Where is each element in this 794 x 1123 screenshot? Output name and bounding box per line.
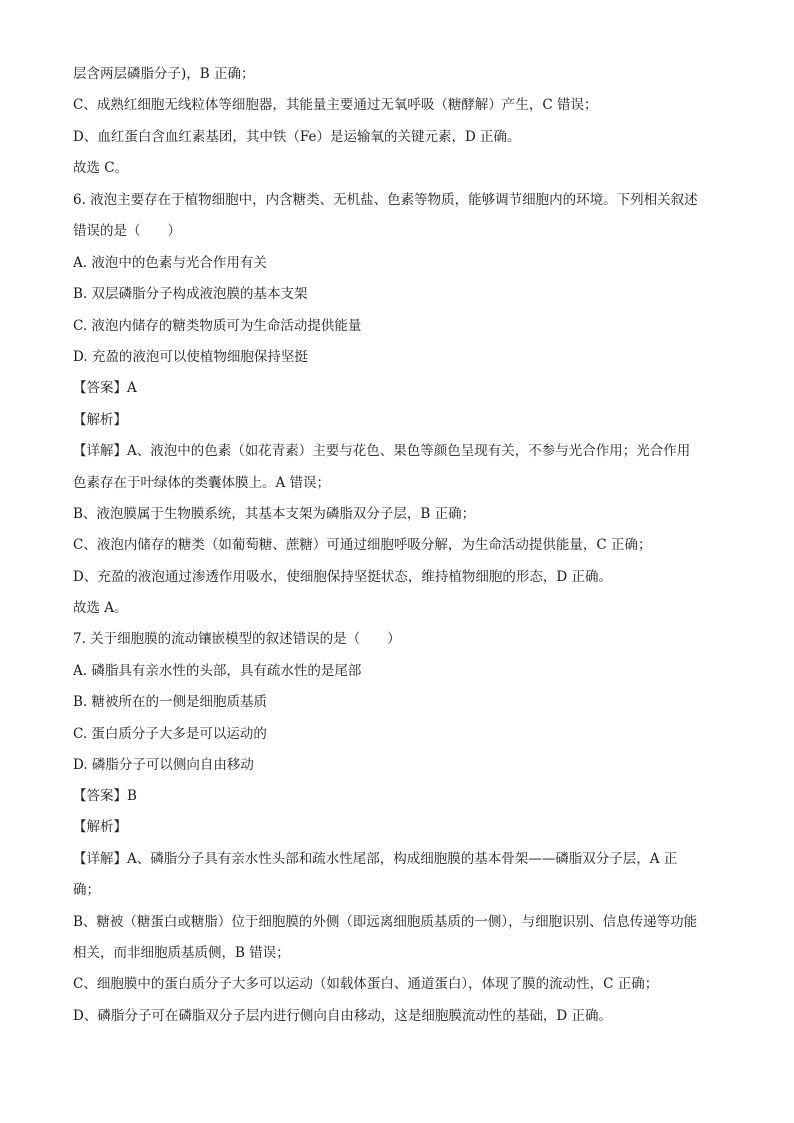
q6-stem-line-2: 错误的是（ ） [73, 223, 181, 239]
q7-analysis-row [73, 817, 733, 837]
q7-analysis-tag: 【解析】 [73, 819, 127, 835]
q6-option-c: C. 液泡内储存的糖类物质可为生命活动提供能量 [73, 318, 362, 334]
q6-analysis-row [73, 410, 733, 430]
continuation-line-1: 层含两层磷脂分子)，B 正确； [73, 66, 255, 82]
q6-answer-tag: 【答案】 [73, 380, 127, 396]
q6-detail-tag: 【详解】 [73, 443, 127, 459]
q6-detail-d: D、充盈的液泡通过渗透作用吸水，使细胞保持坚挺状态，维持植物细胞的形态，D 正确。 [73, 569, 612, 585]
q6-detail-a-line-1: A、液泡中的色素（如花青素）主要与花色、果色等颜色呈现有关，不参与光合作用；光合作用 [127, 443, 691, 459]
q6-option-d: D. 充盈的液泡可以使植物细胞保持坚挺 [73, 349, 308, 365]
q7-detail-a-line-1: A、磷脂分子具有亲水性头部和疏水性尾部，构成细胞膜的基本骨架——磷脂双分子层，A 正 [127, 851, 678, 867]
q7-option-b: B. 糖被所在的一侧是细胞质基质 [73, 694, 268, 710]
q6-stem-line-1: 6. 液泡主要存在于植物细胞中，内含糖类、无机盐、色素等物质，能够调节细胞内的环境。下列相关叙述 [73, 192, 698, 208]
continuation-conclusion: 故选 C。 [73, 160, 129, 176]
q6-conclusion: 故选 A。 [73, 600, 128, 616]
q7-answer-row [73, 786, 733, 806]
q6-option-b: B. 双层磷脂分子构成液泡膜的基本支架 [73, 286, 308, 302]
q6-answer-value: A [127, 380, 137, 396]
q6-analysis-tag: 【解析】 [73, 412, 127, 428]
q6-answer-row [73, 378, 733, 398]
q7-answer-value: B [127, 788, 137, 804]
q6-detail-a-line-2: 色素存在于叶绿体的类囊体膜上。A 错误； [73, 475, 331, 491]
q6-detail-c: C、液泡内储存的糖类（如葡萄糖、蔗糖）可通过细胞呼吸分解，为生命活动提供能量，C 正确； [73, 537, 652, 553]
q7-answer-tag: 【答案】 [73, 788, 127, 804]
q7-detail-b-line-1: B、糖被（糖蛋白或糖脂）位于细胞膜的外侧（即远离细胞质基质的一侧），与细胞识别、信息传递等功能 [73, 914, 698, 930]
q7-option-c: C. 蛋白质分子大多是可以运动的 [73, 726, 267, 742]
q7-detail-tag: 【详解】 [73, 851, 127, 867]
q7-detail-c: C、细胞膜中的蛋白质分子大多可以运动（如载体蛋白、通道蛋白），体现了膜的流动性，C 正确； [73, 976, 659, 992]
q7-detail-row-1 [73, 849, 733, 869]
q6-option-a: A. 液泡中的色素与光合作用有关 [73, 255, 267, 271]
continuation-line-3: D、血红蛋白含血红素基团，其中铁（Fe）是运输氧的关键元素，D 正确。 [73, 129, 521, 145]
q7-option-d: D. 磷脂分子可以侧向自由移动 [73, 757, 254, 773]
q7-detail-a-line-2: 确； [73, 882, 100, 898]
q6-detail-row-1 [73, 441, 733, 461]
q6-detail-b: B、液泡膜属于生物膜系统，其基本支架为磷脂双分子层，B 正确； [73, 506, 476, 522]
continuation-line-2: C、成熟红细胞无线粒体等细胞器，其能量主要通过无氧呼吸（糖酵解）产生，C 错误； [73, 97, 598, 113]
q7-stem: 7. 关于细胞膜的流动镶嵌模型的叙述错误的是（ ） [73, 631, 401, 647]
q7-detail-d: D、磷脂分子可在磷脂双分子层内进行侧向自由移动，这是细胞膜流动性的基础，D 正确。 [73, 1008, 612, 1024]
q7-detail-b-line-2: 相关，而非细胞质基质侧，B 错误； [73, 945, 290, 961]
q7-option-a: A. 磷脂具有亲水性的头部，具有疏水性的是尾部 [73, 663, 362, 679]
